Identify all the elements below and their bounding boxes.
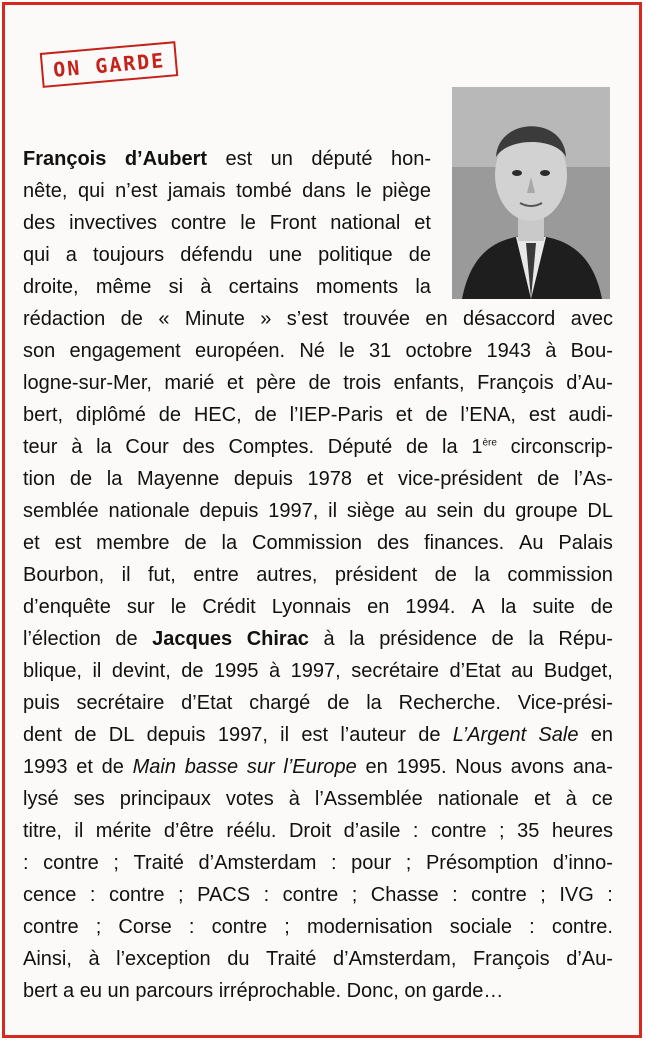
- article-line: Bourbon, il fut, entre autres, président de la commission: [23, 564, 613, 586]
- article-line: son engagement européen. Né le 31 octobre 1943 à Bou-: [23, 340, 613, 362]
- on-garde-stamp: ON GARDE: [40, 41, 179, 88]
- article-line: lysé ses principaux votes à l’Assemblée nationale et à ce: [23, 788, 613, 810]
- article-line: des invectives contre le Front national et: [23, 212, 431, 234]
- article-line: titre, il mérite d’être réélu. Droit d’asile : contre ; 35 heures: [23, 820, 613, 842]
- article-line: droite, même si à certains moments la: [23, 276, 431, 298]
- article-line: teur à la Cour des Comptes. Député de la 1ère circonscrip-: [23, 436, 613, 458]
- article-line: bert a eu un parcours irréprochable. Donc, on garde…: [23, 980, 504, 1002]
- article-line: qui a toujours défendu une politique de: [23, 244, 431, 266]
- article-line: nête, qui n’est jamais tombé dans le piège: [23, 180, 431, 202]
- article-line: François d’Aubert est un député hon-: [23, 148, 431, 170]
- article-line: semblée nationale depuis 1997, il siège au sein du groupe DL: [23, 500, 613, 522]
- article-line: puis secrétaire d’Etat chargé de la Recherche. Vice-prési-: [23, 692, 613, 714]
- article-line: et est membre de la Commission des finances. Au Palais: [23, 532, 613, 554]
- article-line: tion de la Mayenne depuis 1978 et vice-président de l’As-: [23, 468, 613, 490]
- article-line: 1993 et de Main basse sur l’Europe en 1995. Nous avons ana-: [23, 756, 613, 778]
- article-frame: [2, 2, 642, 1038]
- article-line: d’enquête sur le Crédit Lyonnais en 1994. A la suite de: [23, 596, 613, 618]
- article-line: logne-sur-Mer, marié et père de trois enfants, François d’Au-: [23, 372, 613, 394]
- article-line: : contre ; Traité d’Amsterdam : pour ; Présomption d’inno-: [23, 852, 613, 874]
- article-line: dent de DL depuis 1997, il est l’auteur de L’Argent Sale en: [23, 724, 613, 746]
- article-line: blique, il devint, de 1995 à 1997, secrétaire d’Etat au Budget,: [23, 660, 613, 682]
- article-line: cence : contre ; PACS : contre ; Chasse : contre ; IVG :: [23, 884, 613, 906]
- article-line: l’élection de Jacques Chirac à la présidence de la Répu-: [23, 628, 613, 650]
- article-body: [23, 143, 613, 1007]
- article-line: contre ; Corse : contre ; modernisation sociale : contre.: [23, 916, 613, 938]
- article-line: bert, diplômé de HEC, de l’IEP-Paris et de l’ENA, est audi-: [23, 404, 613, 426]
- article-line: Ainsi, à l’exception du Traité d’Amsterdam, François d’Au-: [23, 948, 613, 970]
- article-line: rédaction de « Minute » s’est trouvée en désaccord avec: [23, 308, 613, 330]
